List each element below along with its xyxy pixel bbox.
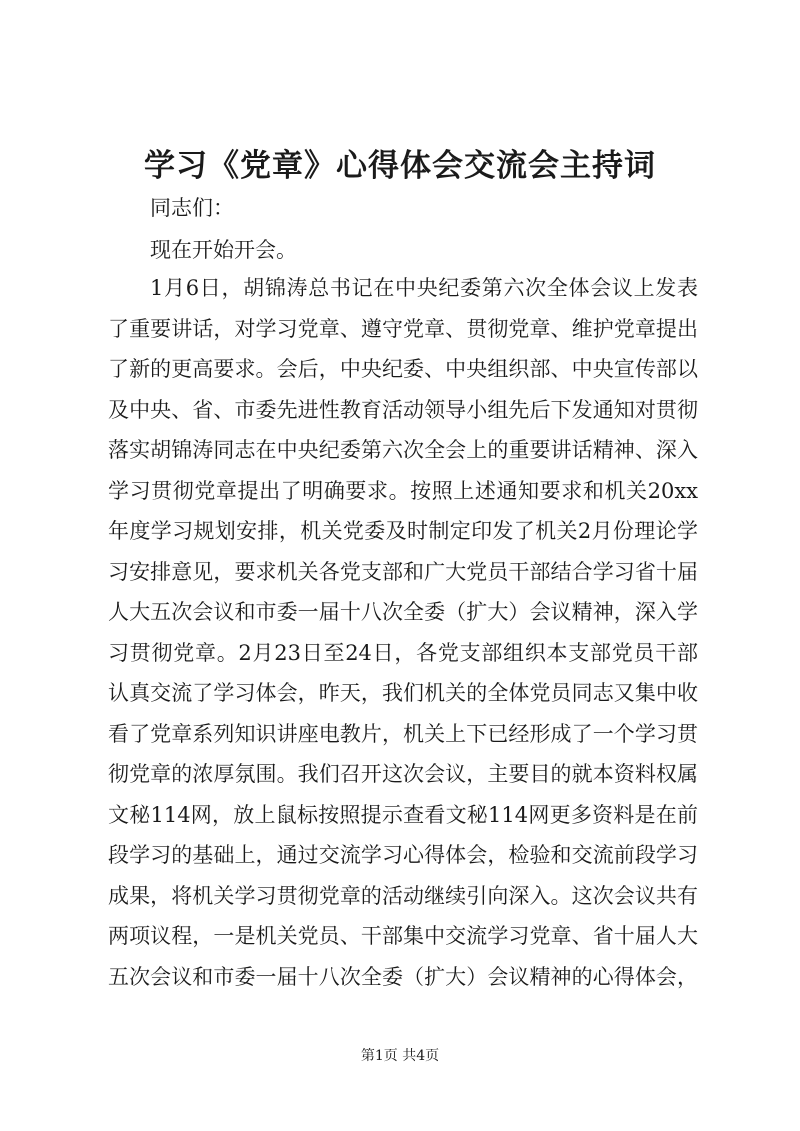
body-line: 文秘114网，放上鼠标按照提示查看文秘114网更多资料是在前	[108, 802, 698, 827]
body-line: 落实胡锦涛同志在中央纪委第六次全会上的重要讲话精神、深入	[108, 438, 698, 462]
body-line: 习贯彻党章。2月23日至24日，各党支部组织本支部党员干部	[108, 640, 698, 665]
page-footer: 第1页 共4页	[360, 1048, 440, 1064]
body-line: 及中央、省、市委先进性教育活动领导小组先后下发通知对贯彻	[108, 397, 698, 422]
body-line: 段学习的基础上，通过交流学习心得体会，检验和交流前段学习	[108, 843, 698, 867]
salutation: 同志们：	[150, 196, 234, 220]
body-line: 彻党章的浓厚氛围。我们召开这次会议，主要目的就本资料权属	[108, 762, 698, 786]
body-line: 认真交流了学习体会，昨天，我们机关的全体党员同志又集中收	[108, 681, 698, 705]
opening-line: 现在开始开会。	[150, 238, 297, 262]
body-line: 五次会议和市委一届十八次全委（扩大）会议精神的心得体会，	[108, 964, 698, 989]
body-line: 了新的更高要求。会后，中央纪委、中央组织部、中央宣传部以	[108, 357, 698, 381]
body-line: 年度学习规划安排，机关党委及时制定印发了机关2月份理论学	[108, 519, 698, 543]
body-line: 习安排意见，要求机关各党支部和广大党员干部结合学习省十届	[108, 559, 698, 584]
body-line: 人大五次会议和市委一届十八次全委（扩大）会议精神，深入学	[108, 600, 698, 624]
body-line: 1月6日，胡锦涛总书记在中央纪委第六次全体会议上发表	[150, 276, 698, 300]
body-line: 了重要讲话，对学习党章、遵守党章、贯彻党章、维护党章提出	[108, 316, 698, 341]
body-line: 两项议程，一是机关党员、干部集中交流学习党章、省十届人大	[108, 924, 698, 948]
body-line: 成果，将机关学习贯彻党章的活动继续引向深入。这次会议共有	[108, 883, 698, 908]
body-line: 看了党章系列知识讲座电教片，机关上下已经形成了一个学习贯	[108, 721, 698, 746]
body-line: 学习贯彻党章提出了明确要求。按照上述通知要求和机关20xx	[108, 478, 698, 503]
document-title: 学习《党章》心得体会交流会主持词	[144, 148, 656, 184]
